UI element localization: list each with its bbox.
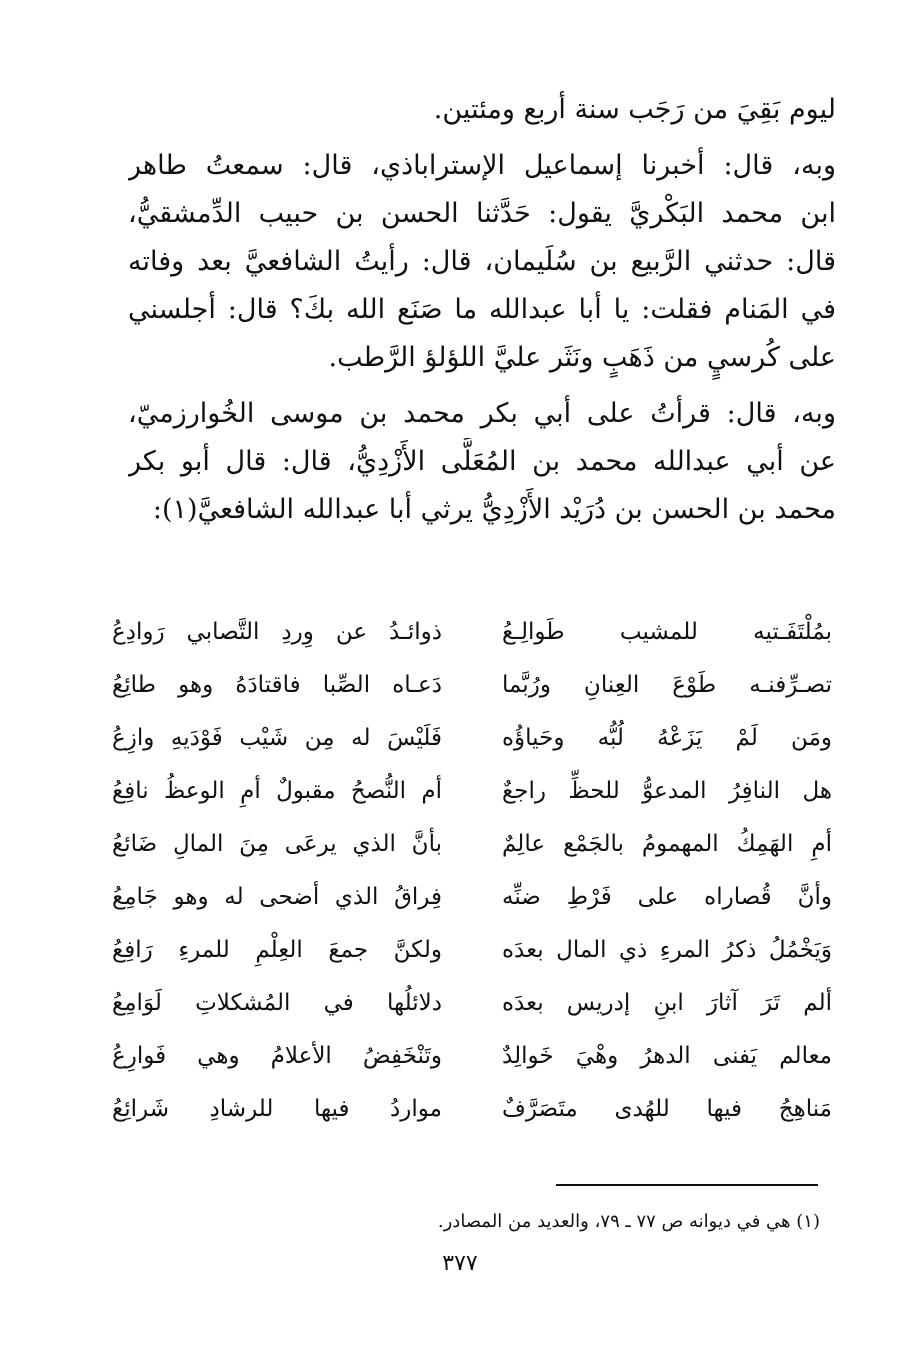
poem-verse [112, 712, 832, 765]
verse-first-hemistich: أمِ الهَمِكُ المهمومُ بالجَمْع عالِمٌ [502, 831, 832, 857]
verse-second-hemistich: دَعـاه الصِّبا فاقتادَهُ وهو طائِعُ [112, 672, 442, 698]
verse-first-hemistich: تصـرِّفنـه طَوْعَ العِنانِ ورُبَّما [502, 672, 832, 698]
footnote: (١) هي في ديوانه ص ٧٧ ـ ٧٩، والعديد من المصادر. [437, 1211, 820, 1232]
verse-first-hemistich: معالم يَفنى الدهرُ وهْيَ خَوالِدٌ [502, 1043, 832, 1069]
verse-second-hemistich: فَلَيْسَ له مِن شَيْب فَوْدَيهِ وازِعُ [112, 725, 442, 751]
verse-second-hemistich: ذوائـدُ عن وِردِ التَّصابي رَوادِعُ [112, 619, 442, 645]
poem-verse [112, 1030, 832, 1083]
verse-second-hemistich: أم النُّصحُ مقبولٌ أمِ الوعظُ نافِعُ [112, 778, 442, 804]
verse-second-hemistich: وتَنْخَفِضُ الأعلامُ وهي فَوارِعُ [112, 1043, 442, 1069]
verse-second-hemistich: دلائلُها في المُشكلاتِ لَوَامِعُ [112, 990, 442, 1016]
prose-line: في المَنام فقلت: يا أبا عبدالله ما صَنَع الله بكَ؟ قال: أجلسني [128, 294, 836, 325]
verse-second-hemistich: مواردُ فيها للرشادِ شَرائِعُ [112, 1096, 442, 1122]
poem-verse [112, 924, 832, 977]
verse-first-hemistich: ألم تَرَ آثارَ ابنِ إدريس بعدَه [502, 990, 832, 1016]
verse-second-hemistich: ولكنَّ جمعَ العِلْمِ للمرءِ رَافِعُ [112, 937, 442, 963]
poem-verse [112, 606, 832, 659]
page-number: ٣٧٧ [442, 1251, 478, 1276]
prose-line: قال: حدثني الرَّبيع بن سُلَيمان، قال: رأيتُ الشافعيَّ بعد وفاته [128, 246, 836, 277]
verse-second-hemistich: فِراقُ الذي أضحى له وهو جَامِعُ [112, 884, 442, 910]
verse-first-hemistich: مَناهِجُ فيها للهُدى متَصَرَّفٌ [502, 1096, 832, 1122]
poem [112, 606, 832, 1136]
poem-verse [112, 818, 832, 871]
prose-block [128, 86, 836, 534]
verse-first-hemistich: بمُلْتَفَـتيه للمشيب طَوالِـعُ [502, 619, 832, 645]
poem-verse [112, 659, 832, 712]
prose-line: محمد بن الحسن بن دُرَيْد الأَزْدِيُّ يرثي أبا عبدالله الشافعيَّ(١): [152, 494, 836, 525]
poem-verse [112, 765, 832, 818]
prose-line: ليوم بَقِيَ من رَجَب سنة أربع ومئتين. [433, 94, 836, 125]
verse-second-hemistich: بأنَّ الذي يرعَى مِنَ المالِ ضَائعُ [112, 831, 442, 857]
verse-first-hemistich: وأنَّ قُصاراه على فَرْطِ ضنِّه [502, 884, 832, 910]
prose-line: عن أبي عبدالله محمد بن المُعَلَّى الأَزْدِيُّ، قال: قال أبو بكر [128, 446, 836, 477]
footnote-rule [556, 1184, 818, 1186]
verse-first-hemistich: وَيَخْمُلُ ذكرُ المرءِ ذي المال بعدَه [502, 937, 832, 963]
verse-first-hemistich: ومَن لَمْ يَزَعْهُ لُبُّه وحَياؤُه [502, 725, 832, 751]
prose-line: على كُرسيٍ من ذَهَبٍ ونَثَر عليَّ اللؤلؤ الرَّطب. [328, 342, 836, 373]
poem-verse [112, 1083, 832, 1136]
prose-line: وبه، قال: أخبرنا إسماعيل الإستراباذي، قال: سمعتُ طاهر [128, 150, 836, 181]
poem-verse [112, 977, 832, 1030]
prose-line: ابن محمد البَكْريَّ يقول: حَدَّثنا الحسن بن حبيب الدِّمشقيُّ، [128, 198, 836, 229]
verse-first-hemistich: هل النافِرُ المدعوُّ للحظِّ راجعٌ [502, 778, 832, 804]
poem-verse [112, 871, 832, 924]
prose-line: وبه، قال: قرأتُ على أبي بكر محمد بن موسى الخُوارزميّ، [128, 398, 836, 429]
